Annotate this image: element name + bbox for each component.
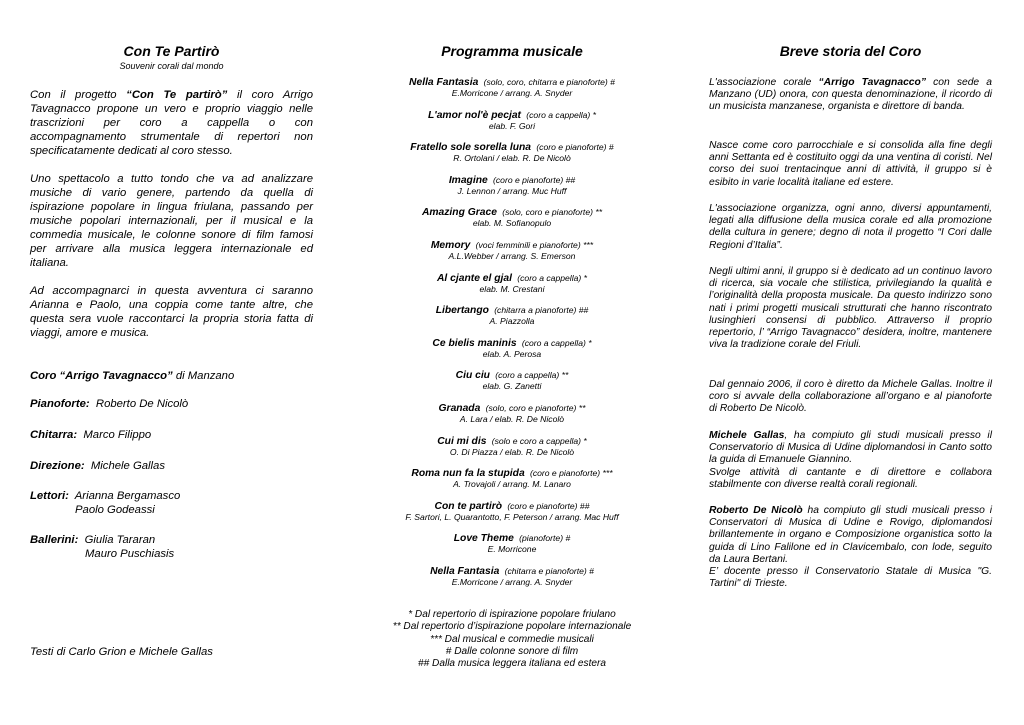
credit-coro-label: Coro “Arrigo Tavagnacco” [30, 370, 173, 382]
credit-coro [30, 369, 234, 383]
program-item [362, 175, 662, 197]
piece-title: Imagine [448, 174, 488, 186]
piece-credit: E.Morricone / arrang. A. Snyder [451, 88, 573, 98]
piece-instrumentation: (coro a cappella) * [521, 337, 592, 348]
legend-note: ## Dalla musica leggera italiana ed estera [418, 658, 606, 670]
piece-credit: elab. G. Zanetti [482, 381, 542, 392]
program-item [362, 305, 662, 327]
history-paragraph-3: L'associazione organizza, ogni anno, diversi appuntamenti, legati alla diffusione della musica corale ed alla promozione della cultura in genere; degno di nota il progetto “I Cori dalle Regioni d’Italia”. [709, 203, 992, 251]
credit-pianoforte [30, 397, 188, 411]
credit-coro-value: di Manzano [172, 370, 235, 382]
legend-note: * Dal repertorio di ispirazione popolare friulano [408, 609, 616, 620]
program-item [362, 207, 662, 229]
intro-text-post: il coro Arrigo Tavagnacco propone un vero e proprio viaggio nelle trascrizioni per coro a cappella o con accompagnamento strumentale di repertori non specificatamente dedicati al coro stesso. [30, 89, 313, 157]
history-paragraph-5: Dal gennaio 2006, il coro è diretto da Michele Gallas. Inoltre il coro si avvale della collaborazione all’organo e al pianoforte di Roberto De Nicolò. [709, 379, 992, 415]
intro-paragraph-3: Ad accompagnarci in questa avventura ci saranno Arianna e Paolo, una coppia come tante altre, che questa sera vuole raccontarci la propria storia fatta di viaggi, amore e musica. [30, 285, 313, 339]
piece-instrumentation: (coro a cappella) * [517, 272, 587, 283]
piece-instrumentation: (chitarra e pianoforte) # [504, 566, 594, 576]
credit-chitarra-value: Marco Filippo [83, 429, 152, 441]
credit-pianoforte-value: Roberto De Nicolò [95, 398, 189, 410]
bio-text-gallas-2: Svolge attività di cantante e di direttore e collabora stabilmente con diverse realtà corali regionali. [709, 466, 992, 490]
concert-title: Con Te Partirò [123, 43, 220, 59]
piece-credit: F. Sartori, L. Quarantotto, F. Peterson / arrang. Mac Huff [405, 511, 619, 522]
piece-instrumentation: (coro e pianoforte) ## [507, 500, 590, 511]
credit-ballerini [30, 533, 174, 561]
history-paragraph-2: Nasce come coro parrocchiale e si consolida alla fine degli anni Settanta ed è costituito oggi da una ventina di coristi. Nel corso dei suoi trentacinque anni di attività, il gruppo si è esibito in varie località italiane ed estere. [709, 140, 992, 188]
credit-lettori [30, 489, 180, 517]
piece-instrumentation: (coro e pianoforte) # [536, 142, 614, 153]
bio-text-denicolo-2: E’ docente presso il Conservatorio Statale di Musica "G. Tartini" di Trieste. [709, 566, 992, 590]
credit-pianoforte-label: Pianoforte: [30, 398, 90, 410]
program-item [362, 403, 662, 425]
piece-credit: elab. F. Gori [488, 120, 536, 131]
piece-instrumentation: (solo e coro a cappella) * [491, 435, 587, 446]
credit-chitarra-label: Chitarra: [30, 429, 78, 441]
credit-direzione-label: Direzione: [30, 460, 85, 472]
piece-instrumentation: (coro e pianoforte) *** [529, 468, 613, 479]
piece-credit: A.L.Webber / arrang. S. Emerson [448, 251, 576, 261]
piece-credit: O. Di Piazza / elab. R. De Nicolò [449, 446, 575, 457]
program-item [362, 110, 662, 132]
credit-lettori-value-2: Paolo Godeassi [75, 504, 155, 516]
program-item [362, 533, 662, 555]
history-choir-name: “Arrigo Tavagnacco” [818, 77, 926, 88]
credit-direzione [30, 459, 165, 473]
intro-paragraph-2: Uno spettacolo a tutto tondo che va ad analizzare musiche di vario genere, partendo da quella di ispirazione popolare in lingua friulana, passando per musiche popolari internazionali, per il musical e la commedia musicale, le colonne sonore di film famosi per arrivare alla musica leggera internazionale ed italiana. [30, 173, 313, 269]
intro-paragraph-1 [30, 88, 313, 158]
program-legend [362, 609, 662, 670]
piece-title: Memory [430, 240, 471, 251]
program-item [362, 436, 662, 458]
credit-ballerini-value-2: Mauro Puschiasis [85, 548, 175, 560]
piece-instrumentation: (coro a cappella) ** [495, 370, 569, 381]
piece-instrumentation: (chitarra a pianoforte) ## [494, 305, 589, 316]
bio-text-gallas: , ha compiuto gli studi musicali presso il Conservatorio di Musica di Udine diplomandosi in Canto sotto la guida di Emanuele Giannino. [709, 430, 992, 466]
piece-title: Fratello sole sorella luna [410, 142, 532, 154]
piece-title: Con te partirò [434, 500, 503, 512]
program-item [362, 501, 662, 523]
piece-credit: E. Morricone [487, 544, 537, 555]
piece-title: Al cjante el gjal [437, 272, 512, 284]
piece-title: Cui mi dis [437, 435, 487, 447]
credit-direzione-value: Michele Gallas [90, 460, 165, 472]
piece-credit: A. Lara / elab. R. De Nicolò [459, 414, 565, 424]
bio-name-denicolo: Roberto De Nicolò [709, 505, 803, 516]
program-item [362, 273, 662, 295]
program-item [362, 240, 662, 262]
bio-text-denicolo: ha compiuto gli studi musicali presso i Conservatori di Musica di Udine e Rovigo, diplomandosi brillantemente in organo e Composizione organistica sotto la guida di Lino Falilone ed in Clavicembalo, con lode, seguito da Laura Bertani. [709, 505, 992, 565]
piece-title: Roma nun fa la stupida [411, 468, 525, 480]
piece-title: Nella Fantasia [430, 566, 500, 577]
piece-title: Nella Fantasia [409, 77, 479, 88]
piece-credit: R. Ortolani / elab. R. De Nicolò [453, 153, 571, 164]
piece-title: Libertango [435, 305, 489, 317]
piece-instrumentation: (solo, coro, chitarra e pianoforte) # [483, 77, 615, 87]
piece-credit: E.Morricone / arrang. A. Snyder [451, 577, 573, 587]
legend-note: *** Dal musical e commedie musicali [430, 633, 594, 645]
piece-title: Ciu ciu [455, 370, 490, 382]
history-text-post: con sede a Manzano (UD) onora, con questa denominazione, il ricordo di un musicista manzanese, organista e direttore di banda. [709, 77, 992, 113]
credit-ballerini-value-1: Giulia Tararan [84, 534, 156, 546]
program-item [362, 142, 662, 164]
credit-lettori-label: Lettori: [30, 490, 69, 502]
piece-instrumentation: (solo, coro e pianoforte) ** [485, 403, 586, 413]
program-item [362, 468, 662, 490]
program-item [362, 77, 662, 99]
legend-note: # Dalle colonne sonore di film [445, 645, 579, 657]
piece-credit: elab. A. Perosa [482, 348, 542, 359]
piece-title: L'amor nol'è pecjat [427, 109, 521, 121]
piece-instrumentation: (solo, coro e pianoforte) ** [502, 207, 603, 218]
bio-name-gallas: Michele Gallas [709, 430, 785, 441]
piece-instrumentation: (pianoforte) # [519, 533, 571, 544]
piece-credit: A. Trovajoli / arrang. M. Lanaro [453, 479, 571, 490]
piece-credit: elab. M. Crestani [479, 283, 545, 294]
piece-title: Love Theme [453, 533, 514, 545]
piece-credit: A. Piazzolla [489, 316, 535, 327]
program-item [362, 370, 662, 392]
program-title: Programma musicale [441, 43, 583, 59]
program-item [362, 566, 662, 588]
piece-title: Amazing Grace [421, 207, 497, 219]
piece-credit: J. Lennon / arrang. Muc Huff [457, 185, 567, 196]
piece-title: Granada [438, 403, 481, 414]
piece-title: Ce bielis maninis [432, 337, 517, 349]
intro-text-pre: Con il progetto [30, 89, 127, 101]
legend-note: ** Dal repertorio d’ispirazione popolare internazionale [392, 621, 632, 633]
credit-ballerini-label: Ballerini: [30, 534, 79, 546]
credit-chitarra [30, 428, 151, 442]
history-paragraph-7 [709, 505, 992, 590]
texts-credit: Testi di Carlo Grion e Michele Gallas [30, 646, 213, 658]
credit-lettori-value-1: Arianna Bergamasco [74, 490, 181, 502]
intro-project-name: “Con Te partirò” [126, 89, 228, 101]
program-item [362, 338, 662, 360]
concert-subtitle: Souvenir corali dal mondo [119, 61, 224, 71]
history-text-pre: L'associazione corale [709, 77, 819, 88]
history-title: Breve storia del Coro [779, 43, 922, 59]
piece-instrumentation: (coro e pianoforte) ## [493, 174, 576, 185]
piece-instrumentation: (coro a cappella) * [526, 109, 597, 120]
history-paragraph-6 [709, 430, 992, 491]
piece-credit: elab. M. Sofianopulo [472, 218, 552, 229]
history-paragraph-4: Negli ultimi anni, il gruppo si è dedicato ad un continuo lavoro di ricerca, sia vocale che stilistica, privilegiando la qualità e l’originalità della proposta musicale. Da questo indirizzo sono nati i primi progetti musicali strutturati che hanno riscontrato lusinghieri consensi di pubblico. Attraverso il proprio repertorio, l’ “Arrigo Tavagnacco” desidera, inoltre, mantenere viva la tradizione corale del Friuli. [709, 266, 992, 351]
history-paragraph-1 [709, 77, 992, 114]
piece-instrumentation: (voci femminili e pianoforte) *** [475, 240, 594, 250]
